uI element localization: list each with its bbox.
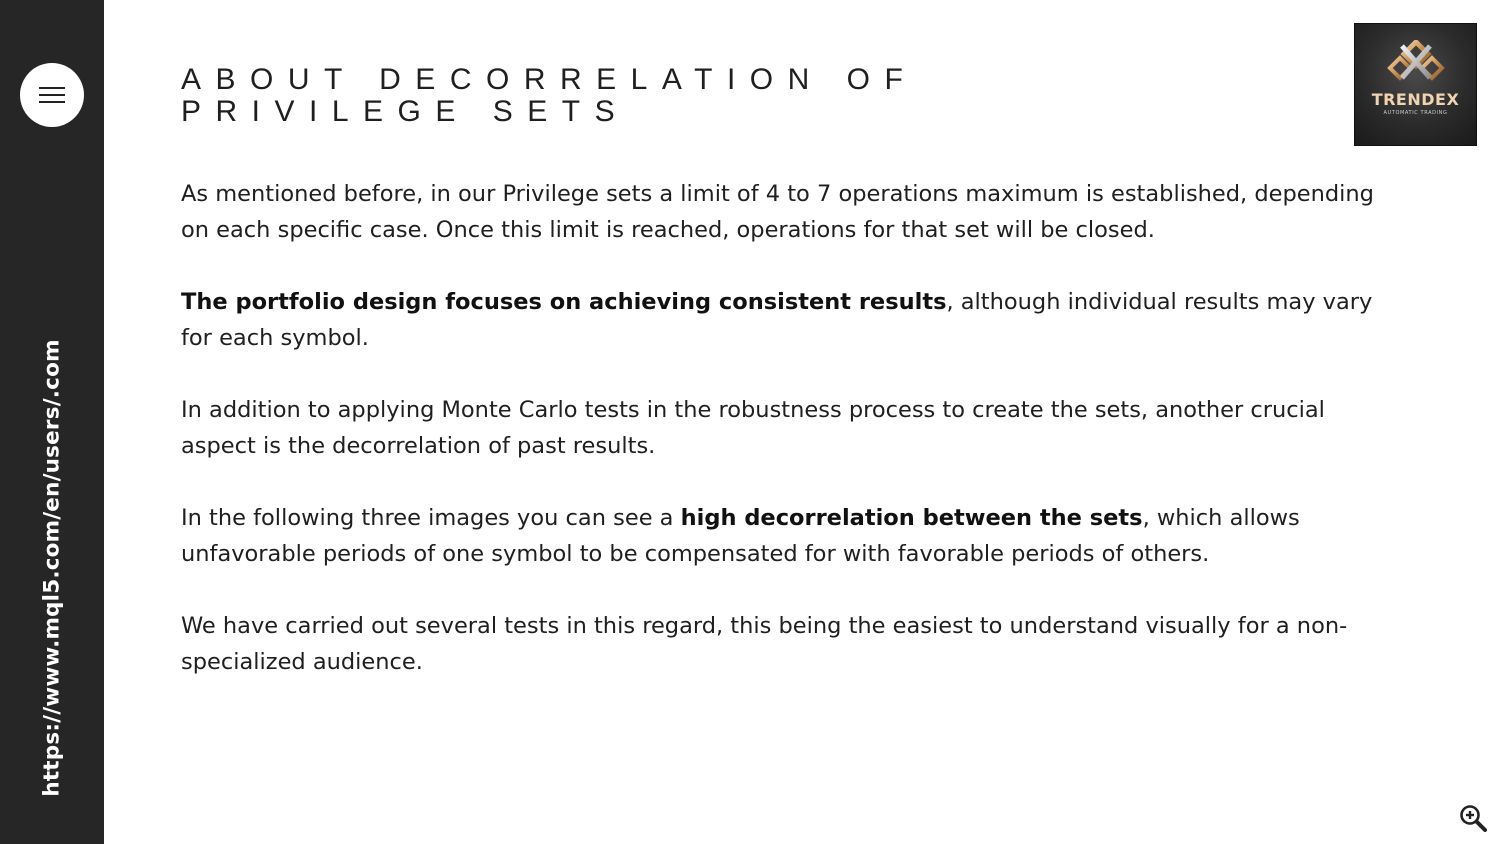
decorrelation-rest: , which allows unfavorable periods of one symbol to be compensated for with favorable periods of others. [181, 505, 1300, 567]
slide-body [181, 176, 1391, 680]
hamburger-menu-icon [39, 85, 65, 105]
zoom-in-icon [1458, 803, 1488, 833]
decorrelation-intro: In the following three images you can see a [181, 505, 681, 531]
paragraph-portfolio-design [181, 284, 1391, 356]
zoom-button[interactable] [1458, 803, 1488, 833]
paragraph-decorrelation [181, 500, 1391, 572]
portfolio-design-highlight: The portfolio design focuses on achieving consistent results [181, 289, 947, 315]
trendex-emblem-icon [1386, 40, 1446, 88]
website-link[interactable]: https://www.mql5.com/en/users/.com [39, 339, 65, 797]
page-title: ABOUT DECORRELATION OF PRIVILEGE SETS [181, 63, 918, 128]
logo-tagline: AUTOMATIC TRADING [1383, 110, 1448, 116]
paragraph-monte-carlo: In addition to applying Monte Carlo tests in the robustness process to create the sets, another crucial aspect is the decorrelation of past results. [181, 397, 1325, 459]
menu-button[interactable] [20, 63, 84, 127]
logo-name: TRENDEX [1371, 90, 1460, 109]
paragraph-tests: We have carried out several tests in this regard, this being the easiest to understand visually for a non-specialized audience. [181, 613, 1348, 675]
decorrelation-highlight: high decorrelation between the sets [680, 505, 1143, 531]
trendex-logo [1354, 23, 1477, 146]
paragraph-limits: As mentioned before, in our Privilege sets a limit of 4 to 7 operations maximum is established, depending on each specific case. Once this limit is reached, operations for that set will be closed. [181, 181, 1374, 243]
left-sidebar [0, 0, 104, 844]
portfolio-design-rest: , although individual results may vary for each symbol. [181, 289, 1373, 351]
